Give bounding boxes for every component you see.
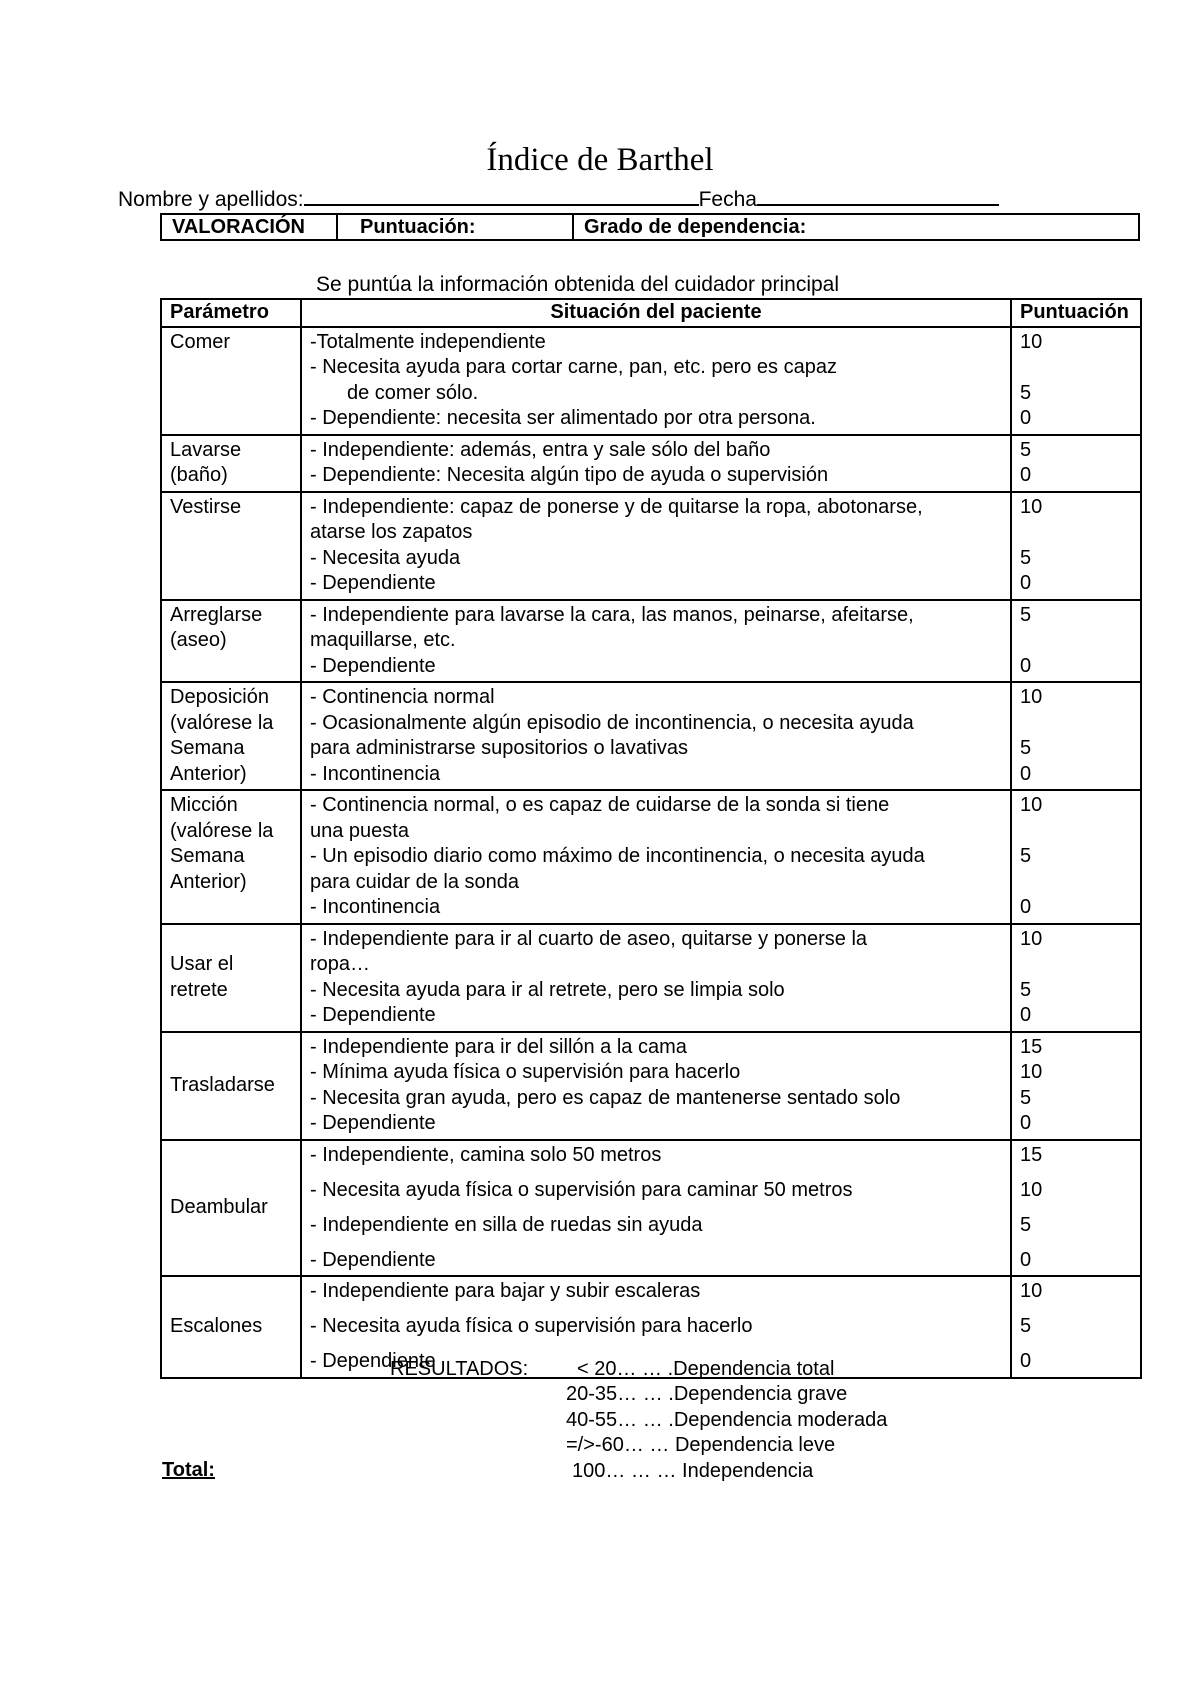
score-value: 10 bbox=[1020, 927, 1043, 950]
situation-cell bbox=[301, 492, 1011, 600]
patient-info-line bbox=[118, 186, 999, 212]
score-value: 0 bbox=[1020, 1350, 1032, 1372]
parameter-cell bbox=[161, 682, 301, 790]
score-value bbox=[1020, 355, 1132, 381]
score-value: 0 bbox=[1020, 464, 1032, 486]
score-cell bbox=[1011, 682, 1141, 790]
score-value: 10 bbox=[1020, 1061, 1043, 1083]
situation-line: - Necesita ayuda física o supervisión para hacerlo bbox=[310, 1315, 753, 1337]
parameter-text: Micción bbox=[170, 794, 238, 816]
score-value: 0 bbox=[1020, 654, 1032, 677]
situation-line: - Dependiente: Necesita algún tipo de ayuda o supervisión bbox=[310, 464, 829, 486]
score-value: 0 bbox=[1020, 896, 1032, 918]
score-cell bbox=[1011, 1140, 1141, 1277]
parameter-cell bbox=[161, 924, 301, 1032]
situation-line: - Independiente para bajar y subir escaleras bbox=[310, 1280, 701, 1302]
score-value: 0 bbox=[1020, 762, 1032, 785]
result-row: 20-35… … .Dependencia grave bbox=[566, 1383, 848, 1405]
parameter-text: Deambular bbox=[170, 1196, 268, 1218]
table-row bbox=[161, 682, 1141, 790]
situation-line: - Dependiente: necesita ser alimentado por otra persona. bbox=[310, 407, 816, 429]
table-header-row bbox=[161, 299, 1141, 327]
score-value: 10 bbox=[1020, 794, 1043, 816]
situation-line: - Independiente para ir del sillón a la cama bbox=[310, 1035, 687, 1058]
header-puntuacion: Puntuación bbox=[1011, 299, 1141, 327]
situation-line: - Dependiente bbox=[310, 572, 436, 594]
parameter-text: Anterior) bbox=[170, 870, 247, 893]
parameter-text: Comer bbox=[170, 330, 231, 353]
score-value: 0 bbox=[1020, 1112, 1032, 1134]
situation-cell bbox=[301, 924, 1011, 1032]
parameter-text: Trasladarse bbox=[170, 1073, 275, 1096]
situation-line: -Totalmente independiente bbox=[310, 330, 546, 353]
situation-cell bbox=[301, 600, 1011, 683]
situation-line: - Independiente, camina solo 50 metros bbox=[310, 1143, 662, 1166]
situation-line: - Necesita ayuda para cortar carne, pan, etc. pero es capaz bbox=[310, 356, 837, 378]
score-value: 5 bbox=[1020, 603, 1032, 626]
score-cell bbox=[1011, 492, 1141, 600]
score-cell bbox=[1011, 924, 1141, 1032]
situation-line: - Necesita ayuda física o supervisión para caminar 50 metros bbox=[310, 1178, 853, 1201]
score-value: 10 bbox=[1020, 330, 1043, 353]
score-cell bbox=[1011, 435, 1141, 492]
situation-line: maquillarse, etc. bbox=[310, 629, 456, 651]
score-value: 5 bbox=[1020, 978, 1032, 1001]
parameter-cell bbox=[161, 327, 301, 435]
date-label: Fecha bbox=[698, 188, 757, 211]
score-value: 5 bbox=[1020, 845, 1032, 867]
parameter-text: Escalones bbox=[170, 1315, 263, 1337]
situation-line: - Independiente: capaz de ponerse y de quitarse la ropa, abotonarse, bbox=[310, 495, 923, 518]
parameter-cell bbox=[161, 435, 301, 492]
parameter-text: (valórese la bbox=[170, 711, 274, 734]
table-row bbox=[161, 1032, 1141, 1140]
situation-line: - Continencia normal bbox=[310, 686, 495, 708]
parameter-text: Semana bbox=[170, 845, 245, 867]
situation-line: para administrarse supositorios o lavativas bbox=[310, 737, 688, 759]
table-row bbox=[161, 1140, 1141, 1277]
situation-line: - Dependiente bbox=[310, 1248, 436, 1271]
parameter-text: Anterior) bbox=[170, 762, 247, 785]
situation-line: - Un episodio diario como máximo de incontinencia, o necesita ayuda bbox=[310, 845, 925, 867]
subtitle: Se puntúa la información obtenida del cuidador principal bbox=[316, 273, 840, 296]
situation-line: - Independiente para lavarse la cara, las manos, peinarse, afeitarse, bbox=[310, 603, 914, 626]
score-value bbox=[1020, 711, 1132, 737]
score-cell bbox=[1011, 327, 1141, 435]
score-label: Puntuación: bbox=[338, 215, 574, 239]
score-value bbox=[1020, 819, 1132, 845]
result-row: 40-55… … .Dependencia moderada bbox=[566, 1409, 888, 1431]
score-cell bbox=[1011, 1276, 1141, 1378]
situation-line: de comer sólo. bbox=[347, 381, 479, 404]
parameter-cell bbox=[161, 1140, 301, 1277]
score-value: 10 bbox=[1020, 1280, 1043, 1302]
parameter-text: Lavarse bbox=[170, 438, 242, 461]
score-value: 10 bbox=[1020, 686, 1043, 708]
parameter-text: Arreglarse bbox=[170, 603, 263, 626]
score-value: 0 bbox=[1020, 1248, 1032, 1271]
score-value: 10 bbox=[1020, 1178, 1043, 1201]
name-field[interactable] bbox=[304, 186, 699, 206]
situation-line: una puesta bbox=[310, 819, 409, 842]
table-row bbox=[161, 924, 1141, 1032]
score-cell bbox=[1011, 1032, 1141, 1140]
situation-line: - Independiente en silla de ruedas sin ayuda bbox=[310, 1213, 703, 1236]
barthel-table bbox=[160, 298, 1142, 1379]
parameter-text: (aseo) bbox=[170, 629, 227, 651]
situation-line: - Mínima ayuda física o supervisión para hacerlo bbox=[310, 1061, 741, 1083]
result-row: 100… … … Independencia bbox=[572, 1460, 814, 1482]
score-cell bbox=[1011, 790, 1141, 924]
header-parametro: Parámetro bbox=[161, 299, 301, 327]
situation-line: - Independiente para ir al cuarto de aseo, quitarse y ponerse la bbox=[310, 927, 868, 950]
results-label: RESULTADOS: bbox=[390, 1358, 529, 1380]
situation-line: - Dependiente bbox=[310, 1112, 436, 1134]
situation-line: - Necesita ayuda para ir al retrete, pero se limpia solo bbox=[310, 978, 785, 1001]
situation-line: - Necesita ayuda bbox=[310, 546, 461, 569]
parameter-text: Deposición bbox=[170, 686, 269, 708]
situation-line: para cuidar de la sonda bbox=[310, 870, 520, 893]
grade-label: Grado de dependencia: bbox=[584, 216, 807, 238]
score-value: 5 bbox=[1020, 1213, 1032, 1236]
situation-cell bbox=[301, 1032, 1011, 1140]
situation-line: - Dependiente bbox=[310, 654, 436, 677]
score-value: 10 bbox=[1020, 495, 1043, 518]
situation-line: ropa… bbox=[310, 953, 371, 975]
score-value: 0 bbox=[1020, 1004, 1032, 1026]
parameter-text: Vestirse bbox=[170, 495, 242, 518]
situation-cell bbox=[301, 682, 1011, 790]
score-cell bbox=[1011, 600, 1141, 683]
situation-line: - Ocasionalmente algún episodio de incontinencia, o necesita ayuda bbox=[310, 711, 914, 734]
total-label: Total: bbox=[162, 1459, 215, 1481]
parameter-cell bbox=[161, 1276, 301, 1378]
valoracion-label: VALORACIÓN bbox=[162, 215, 338, 239]
score-value: 15 bbox=[1020, 1143, 1043, 1166]
parameter-text: retrete bbox=[170, 978, 228, 1001]
situation-line: - Dependiente bbox=[310, 1004, 436, 1026]
table-row bbox=[161, 327, 1141, 435]
parameter-text: (valórese la bbox=[170, 819, 274, 842]
score-value bbox=[1020, 520, 1132, 546]
header-situacion: Situación del paciente bbox=[301, 299, 1011, 327]
score-value bbox=[1020, 628, 1132, 654]
valoracion-box bbox=[160, 213, 1140, 241]
score-value: 0 bbox=[1020, 407, 1032, 429]
table-row bbox=[161, 790, 1141, 924]
result-row: =/>-60… … Dependencia leve bbox=[566, 1434, 836, 1456]
situation-line: - Incontinencia bbox=[310, 762, 441, 785]
situation-cell bbox=[301, 790, 1011, 924]
parameter-cell bbox=[161, 790, 301, 924]
score-value: 15 bbox=[1020, 1035, 1043, 1058]
situation-line: - Dependiente bbox=[310, 1350, 436, 1372]
situation-line: - Continencia normal, o es capaz de cuidarse de la sonda si tiene bbox=[310, 794, 890, 816]
parameter-text: (baño) bbox=[170, 464, 228, 486]
parameter-text: Usar el bbox=[170, 953, 234, 975]
situation-cell bbox=[301, 1140, 1011, 1277]
table-row bbox=[161, 435, 1141, 492]
page-title: Índice de Barthel bbox=[486, 142, 714, 178]
date-field[interactable] bbox=[757, 186, 999, 206]
name-label: Nombre y apellidos: bbox=[118, 188, 304, 211]
score-value bbox=[1020, 952, 1132, 978]
score-value bbox=[1020, 870, 1132, 896]
parameter-text: Semana bbox=[170, 737, 245, 759]
parameter-cell bbox=[161, 492, 301, 600]
score-value: 5 bbox=[1020, 381, 1032, 404]
situation-line: - Incontinencia bbox=[310, 896, 441, 918]
situation-cell bbox=[301, 327, 1011, 435]
parameter-cell bbox=[161, 600, 301, 683]
result-row: < 20… … .Dependencia total bbox=[577, 1358, 835, 1380]
situation-cell bbox=[301, 435, 1011, 492]
table-row bbox=[161, 600, 1141, 683]
situation-line: - Necesita gran ayuda, pero es capaz de mantenerse sentado solo bbox=[310, 1086, 901, 1109]
score-value: 0 bbox=[1020, 572, 1032, 594]
table-row bbox=[161, 492, 1141, 600]
situation-line: - Independiente: además, entra y sale sólo del baño bbox=[310, 438, 771, 461]
score-value: 5 bbox=[1020, 546, 1032, 569]
score-value: 5 bbox=[1020, 737, 1032, 759]
score-value: 5 bbox=[1020, 1086, 1032, 1109]
score-value: 5 bbox=[1020, 438, 1032, 461]
situation-line: atarse los zapatos bbox=[310, 521, 473, 543]
parameter-cell bbox=[161, 1032, 301, 1140]
score-value: 5 bbox=[1020, 1315, 1032, 1337]
